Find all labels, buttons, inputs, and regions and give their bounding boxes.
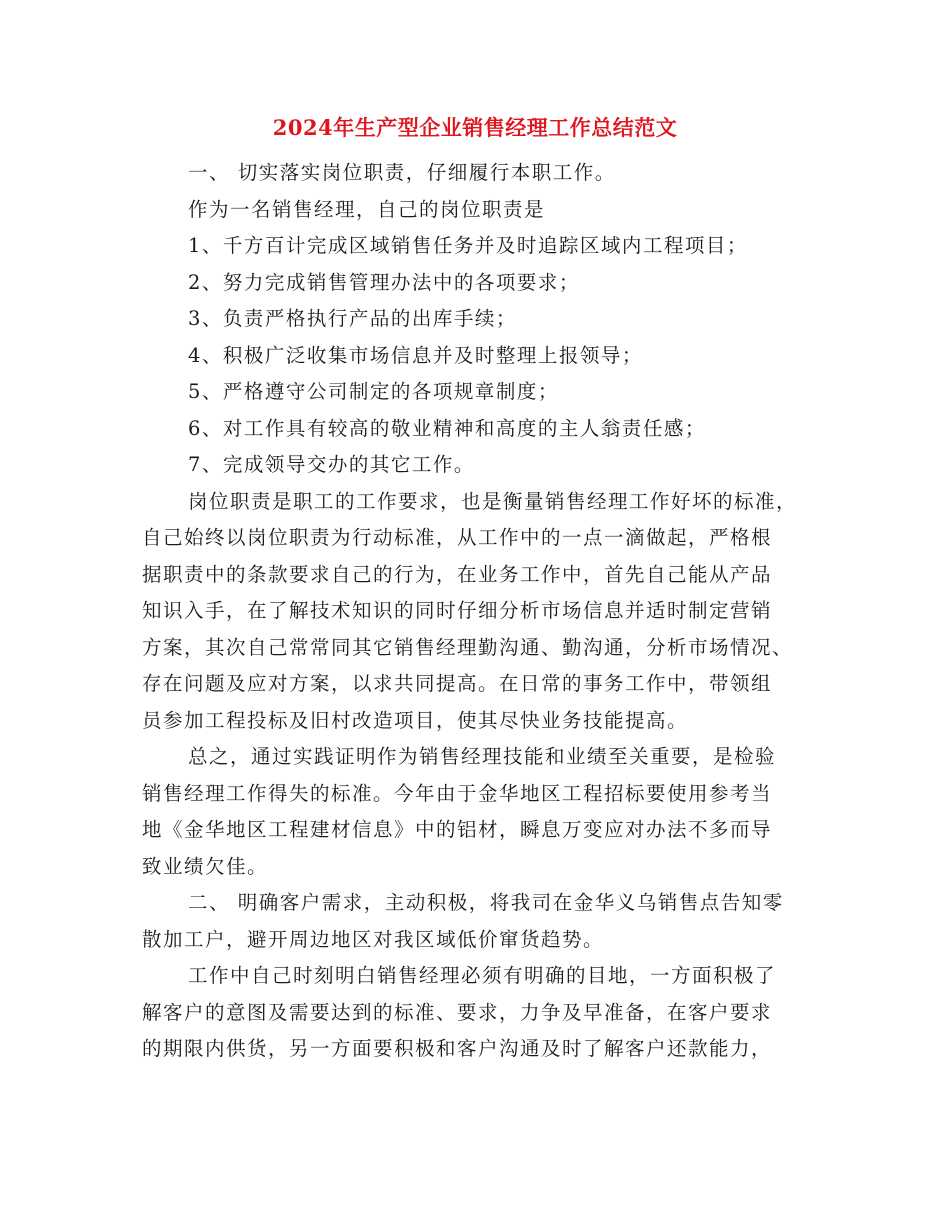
duty-item-6: 6、对工作具有较高的敬业精神和高度的主人翁责任感； (188, 416, 706, 440)
duty-item-3: 3、负责严格执行产品的出库手续； (188, 307, 517, 330)
section-heading-1: 一、 切实落实岗位职责，仔细履行本职工作。 (188, 161, 616, 184)
duty-item-5: 5、严格遵守公司制定的各项规章制度； (188, 380, 559, 403)
section-heading-2: 二、 明确客户需求，主动积极，将我司在金华义乌销售点告知零 (188, 891, 784, 914)
paragraph-line: 工作中自己时刻明白销售经理必须有明确的目地，一方面积极了 (188, 964, 777, 987)
paragraph-line: 的期限内供货，另一方面要积极和客户沟通及时了解客户还款能力， (142, 1037, 773, 1060)
duty-item-7: 7、完成领导交办的其它工作。 (188, 453, 475, 476)
paragraph-line: 地《金华地区工程建材信息》中的铝材，瞬息万变应对办法不多而导 (142, 818, 773, 841)
paragraph-line: 据职责中的条款要求自己的行为，在业务工作中，首先自己能从产品 (142, 562, 773, 586)
paragraph-line: 总之，通过实践证明作为销售经理技能和业绩至关重要，是检验 (188, 745, 777, 768)
document-title: 2024年生产型企业销售经理工作总结范文 (272, 115, 678, 140)
document-body (142, 155, 808, 1068)
duty-item-2: 2、努力完成销售管理办法中的各项要求； (188, 270, 580, 294)
paragraph-line: 方案，其次自己常常同其它销售经理勤沟通、勤沟通，分析市场情况、 (142, 635, 794, 659)
duty-item-4: 4、积极广泛收集市场信息并及时整理上报领导； (188, 343, 643, 367)
paragraph-line: 销售经理工作得失的标准。今年由于金华地区工程招标要使用参考当 (142, 781, 773, 805)
paragraph-line: 存在问题及应对方案，以求共同提高。在日常的事务工作中，带领组 (142, 672, 773, 695)
paragraph-line: 解客户的意图及需要达到的标准、要求，力争及早准备，在客户要求 (142, 1000, 773, 1024)
paragraph-line: 作为一名销售经理，自己的岗位职责是 (188, 197, 546, 221)
paragraph-line: 自己始终以岗位职责为行动标准，从工作中的一点一滴做起，严格根 (142, 526, 773, 549)
duty-item-1: 1、千方百计完成区域销售任务并及时追踪区域内工程项目； (188, 234, 748, 257)
paragraph-line: 知识入手，在了解技术知识的同时仔细分析市场信息并适时制定营销 (142, 599, 773, 622)
paragraph-line: 员参加工程投标及旧村改造项目，使其尽快业务技能提高。 (142, 708, 689, 732)
paragraph-line: 致业绩欠佳。 (142, 854, 269, 878)
paragraph-line: 岗位职责是职工的工作要求，也是衡量销售经理工作好坏的标准， (188, 489, 798, 513)
paragraph-line: 散加工户，避开周边地区对我区域低价窜货趋势。 (142, 927, 605, 951)
